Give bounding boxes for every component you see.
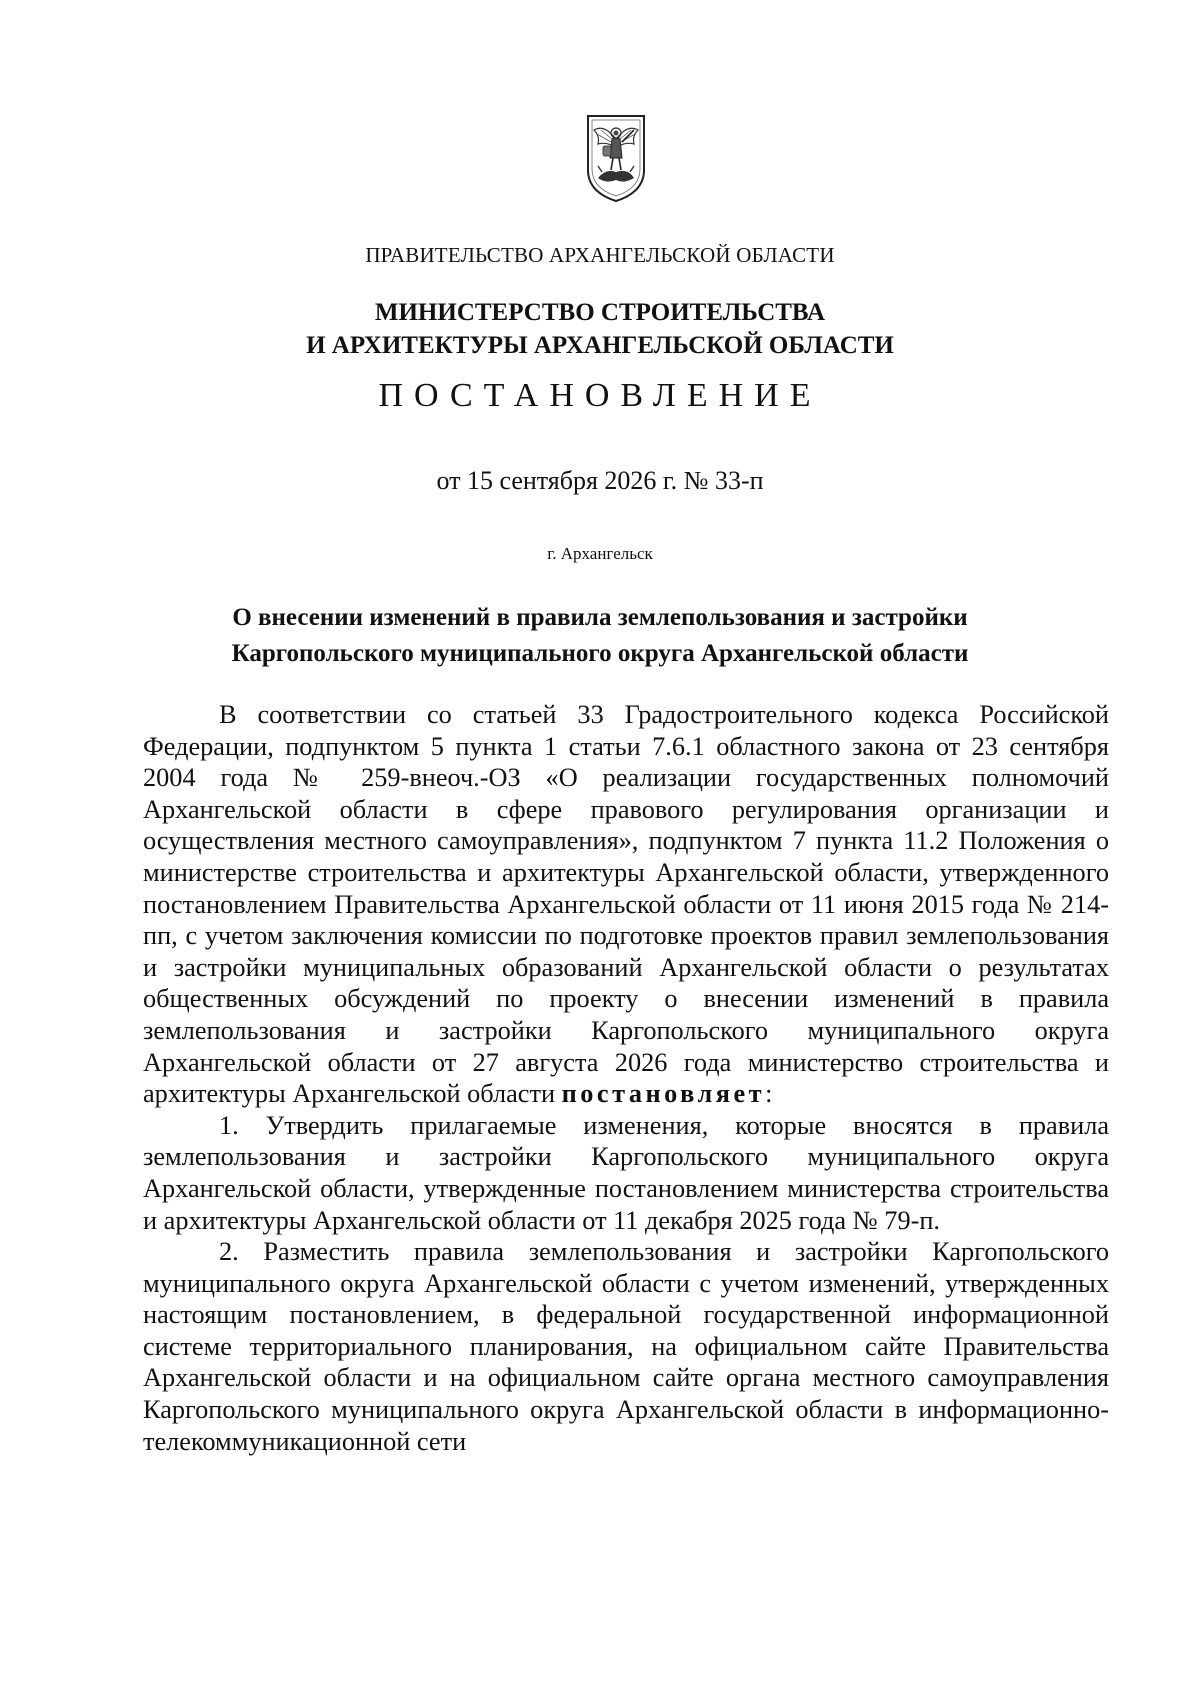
- preamble-paragraph: [143, 699, 1109, 1110]
- decree-colon: :: [765, 1079, 773, 1109]
- document-title: [0, 600, 1200, 672]
- government-name: ПРАВИТЕЛЬСТВО АРХАНГЕЛЬСКОЙ ОБЛАСТИ: [365, 243, 835, 267]
- document-body: [143, 699, 1109, 1457]
- decree-word: постановляет: [561, 1079, 766, 1109]
- ministry-line-2: И АРХИТЕКТУРЫ АРХАНГЕЛЬСКОЙ ОБЛАСТИ: [306, 332, 894, 359]
- preamble-text: В соответствии со статьей 33 Градостроительного кодекса Российской Федерации, подпунктом 5 пункта 1 статьи 7.6.1 областного закона от 23 сентября 2004 года № 259-внеоч.-ОЗ «О реализации государственных полномочий Архангельской области в сфере правового регулирования организации и осуществления местного самоуправления», подпунктом 7 пункта 11.2 Положения о министерстве строительства и архитектуры Архангельской области, утвержденного постановлением Правительства Архангельской области от 11 июня 2015 года № 214-пп, с учетом заключения комиссии по подготовке проектов правил землепользования и застройки муниципальных образований Архангельской области о результатах общественных обсуждений по проекту о внесении изменений в правила землепользования и застройки Каргопольского муниципального округа Архангельской области от 27 августа 2026 года министерство строительства и архитектуры Архангельской области: [143, 700, 1109, 1109]
- document-date-number: от 15 сентября 2026 г. № 33-п: [436, 466, 764, 495]
- ministry-line-1: МИНИСТЕРСТВО СТРОИТЕЛЬСТВА: [374, 299, 826, 326]
- coat-of-arms-icon: [584, 112, 648, 204]
- ministry-name: [0, 296, 1200, 362]
- document-city: г. Архангельск: [547, 544, 653, 563]
- document-type: ПОСТАНОВЛЕНИЕ: [378, 377, 822, 414]
- title-line-1: О внесении изменений в правила землепользования и застройки: [232, 604, 968, 631]
- item-2-paragraph: 2. Разместить правила землепользования и застройки Каргопольского муниципального округа Архангельской области с учетом изменений, утвержденных настоящим постановлением, в федеральной государственной информационной системе территориального планирования, на официальном сайте Правительства Архангельской области и на официальном сайте органа местного самоуправления Каргопольского муниципального округа Архангельской области в информационно-телекоммуникационной сети: [143, 1237, 1109, 1456]
- item-1-paragraph: 1. Утвердить прилагаемые изменения, которые вносятся в правила землепользования и застройки Каргопольского муниципального округа Архангельской области, утвержденные постановлением министерства строительства и архитектуры Архангельской области от 11 декабря 2025 года № 79-п.: [143, 1110, 1109, 1235]
- title-line-2: Каргопольского муниципального округа Архангельской области: [231, 640, 969, 667]
